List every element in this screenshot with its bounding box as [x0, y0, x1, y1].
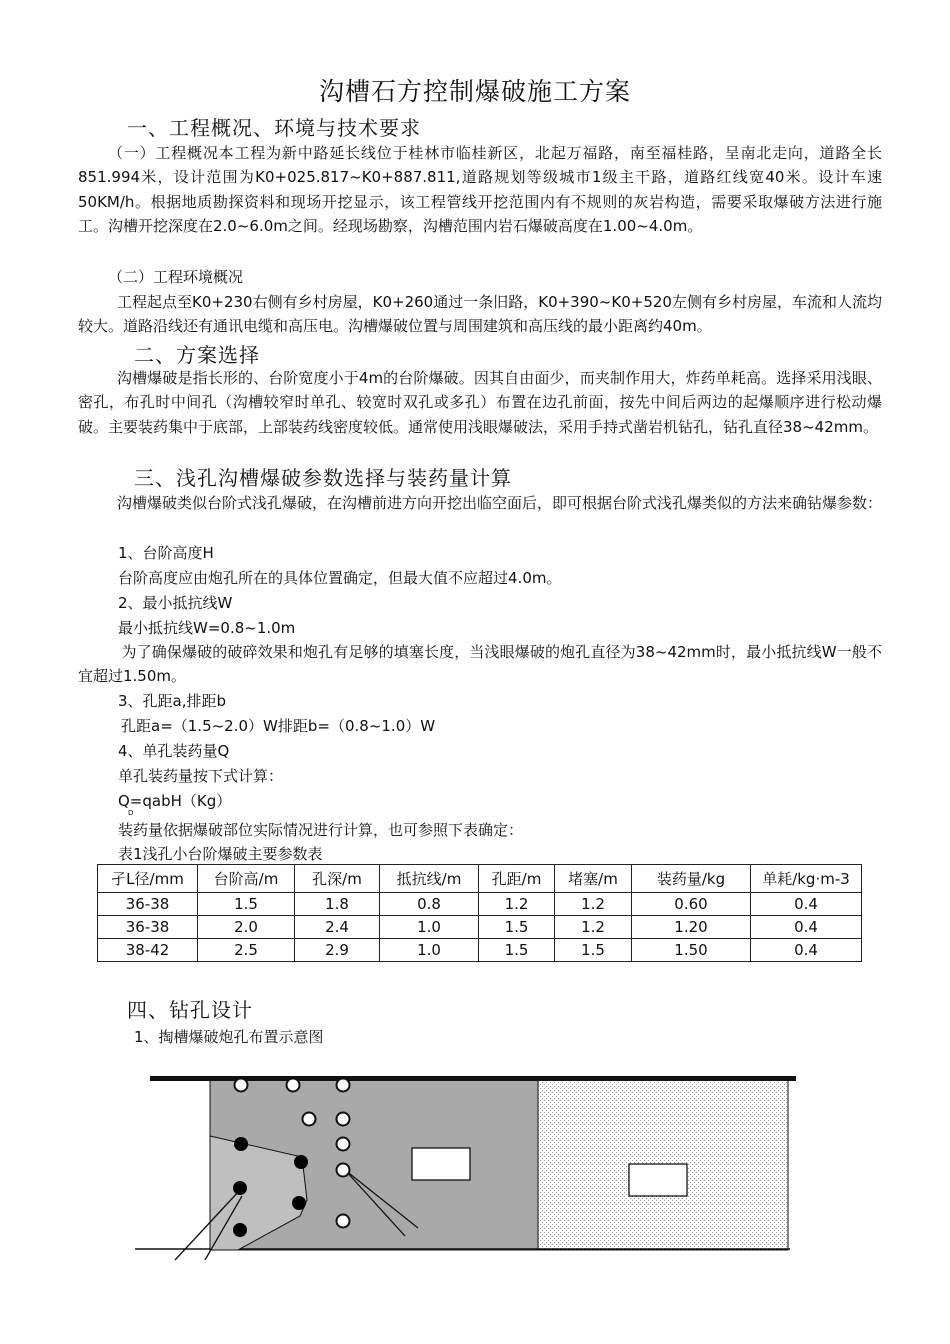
section-4-heading: 四、钻孔设计 [127, 998, 253, 1022]
charge-formula: Q=qabH（Kg） [118, 792, 232, 810]
table-header-cell: 抵抗线/m [380, 865, 479, 893]
section-1-environment-paragraph: 工程起点至K0+230右侧有乡村房屋，K0+260通过一条旧路，K0+390~K0+520左侧有乡村房屋，车流和人流均较大。道路沿线还有通讯电缆和高压电。沟槽爆破位置与周围建筑和高压线的最小距离约40m。 [78, 293, 882, 336]
table-cell: 0.4 [751, 916, 862, 939]
table-cell: 2.0 [198, 916, 295, 939]
table-cell: 1.2 [555, 893, 632, 916]
table-caption: 表1浅孔小台阶爆破主要参数表 [118, 845, 323, 863]
table-cell: 0.60 [632, 893, 751, 916]
item-4-heading: 4、单孔装药量Q [118, 742, 230, 760]
table-row [98, 939, 862, 962]
label-box [412, 1148, 470, 1180]
table-header-cell: 单耗/kg·m-3 [751, 865, 862, 893]
table-cell: 1.5 [479, 939, 555, 962]
item-4-text: 单孔装药量按下式计算： [118, 767, 284, 785]
item-4-paragraph: 装药量依据爆破部位实际情况进行计算，也可参照下表确定： [118, 821, 524, 839]
table-row [98, 893, 862, 916]
cut-hole [233, 1223, 247, 1237]
label-box [629, 1164, 687, 1196]
table-cell: 2.4 [295, 916, 380, 939]
table-cell: 38-42 [98, 939, 198, 962]
cut-hole [294, 1155, 308, 1169]
edge-hole [287, 1079, 300, 1092]
table-cell: 1.50 [632, 939, 751, 962]
table-header-cell: 堵塞/m [555, 865, 632, 893]
edge-hole [303, 1113, 316, 1126]
section-2-heading: 二、方案选择 [134, 343, 260, 367]
table-cell: 36-38 [98, 916, 198, 939]
table-cell: 1.0 [380, 916, 479, 939]
item-2-text: 最小抵抗线W=0.8~1.0m [118, 619, 296, 637]
cut-hole [292, 1196, 306, 1210]
edge-hole [235, 1079, 248, 1092]
table-header-cell: 孔深/m [295, 865, 380, 893]
section-1-environment-subheading: （二）工程环境概况 [108, 268, 244, 286]
table-cell: 2.9 [295, 939, 380, 962]
item-1-heading: 1、台阶高度H [118, 544, 214, 562]
table-header-cell: 装药量/kg [632, 865, 751, 893]
table-cell: 1.2 [479, 893, 555, 916]
table-cell: 1.20 [632, 916, 751, 939]
item-3-text: 孔距a=（1.5~2.0）W排距b=（0.8~1.0）W [121, 717, 436, 735]
table-cell: 1.5 [198, 893, 295, 916]
table-cell: 0.4 [751, 893, 862, 916]
table-cell: 1.2 [555, 916, 632, 939]
table-row [98, 916, 862, 939]
table-header-cell: 孑L径/mm [98, 865, 198, 893]
blasthole-layout-diagram [0, 1060, 950, 1344]
section-3-intro-paragraph: 沟槽爆破类似台阶式浅孔爆破，在沟槽前进方向开挖出临空面后，即可根据台阶式浅孔爆类似的方法来确钻爆参数： [117, 494, 883, 512]
section-1-heading: 一、工程概况、环境与技术要求 [127, 116, 421, 140]
blasting-parameters-table [97, 864, 862, 962]
item-2-heading: 2、最小抵抗线W [118, 594, 233, 612]
section-1-overview-paragraph: （一）工程概况本工程为新中路延长线位于桂林市临桂新区，北起万福路，南至福桂路，呈南北走向，道路全长851.994米，设计范围为K0+025.817~K0+887.811,道路规划等级城市1级主干路，道路红线宽40米。设计车速50KM/h。根据地质勘探资料和现场开挖显示，该工程管线开挖范围内有不规则的灰岩构造，需要采取爆破方法进行施工。沟槽开挖深度在2.0~6.0m之间。经现场勘察，沟槽范围内岩石爆破高度在1.00~4.0m。 [78, 144, 882, 235]
cut-hole [233, 1181, 247, 1195]
edge-hole [337, 1164, 350, 1177]
table-cell: 1.8 [295, 893, 380, 916]
top-edge-line [150, 1076, 796, 1081]
table-cell: 1.5 [479, 916, 555, 939]
section-2-paragraph: 沟槽爆破是指长形的、台阶宽度小于4m的台阶爆破。因其自由面少，而夹制作用大，炸药单耗高。选择采用浅眼、密孔，布孔时中间孔（沟槽较窄时单孔、较宽时双孔或多孔）布置在边孔前面，按先中间后两边的起爆顺序进行松动爆破。主要装药集中于底部，上部装药线密度较低。通常使用浅眼爆破法，采用手持式凿岩机钻孔，钻孔直径38~42mm。 [78, 369, 882, 436]
edge-hole [337, 1215, 350, 1228]
table-cell: 0.4 [751, 939, 862, 962]
table-header-row [98, 865, 862, 893]
table-cell: 1.0 [380, 939, 479, 962]
cut-hole [234, 1137, 248, 1151]
page-title: 沟槽石方控制爆破施工方案 [318, 77, 631, 106]
section-4-item-1: 1、掏槽爆破炮孔布置示意图 [134, 1028, 324, 1046]
table-cell: 0.8 [380, 893, 479, 916]
edge-hole [337, 1079, 350, 1092]
table-cell: 36-38 [98, 893, 198, 916]
formula-subscript: D [128, 809, 134, 817]
item-3-heading: 3、孔距a,排距b [118, 692, 227, 710]
section-3-heading: 三、浅孔沟槽爆破参数选择与装药量计算 [134, 466, 512, 490]
table-header-cell: 孔距/m [479, 865, 555, 893]
table-cell: 1.5 [555, 939, 632, 962]
table-header-cell: 台阶高/m [198, 865, 295, 893]
item-1-text: 台阶高度应由炮孔所在的具体位置确定，但最大值不应超过4.0m。 [118, 569, 562, 587]
edge-hole [337, 1113, 350, 1126]
table-cell: 2.5 [198, 939, 295, 962]
item-2-paragraph: 为了确保爆破的破碎效果和炮孔有足够的填塞长度，当浅眼爆破的炮孔直径为38~42mm时，最小抵抗线W一般不宜超过1.50m。 [78, 643, 882, 686]
edge-hole [337, 1138, 350, 1151]
